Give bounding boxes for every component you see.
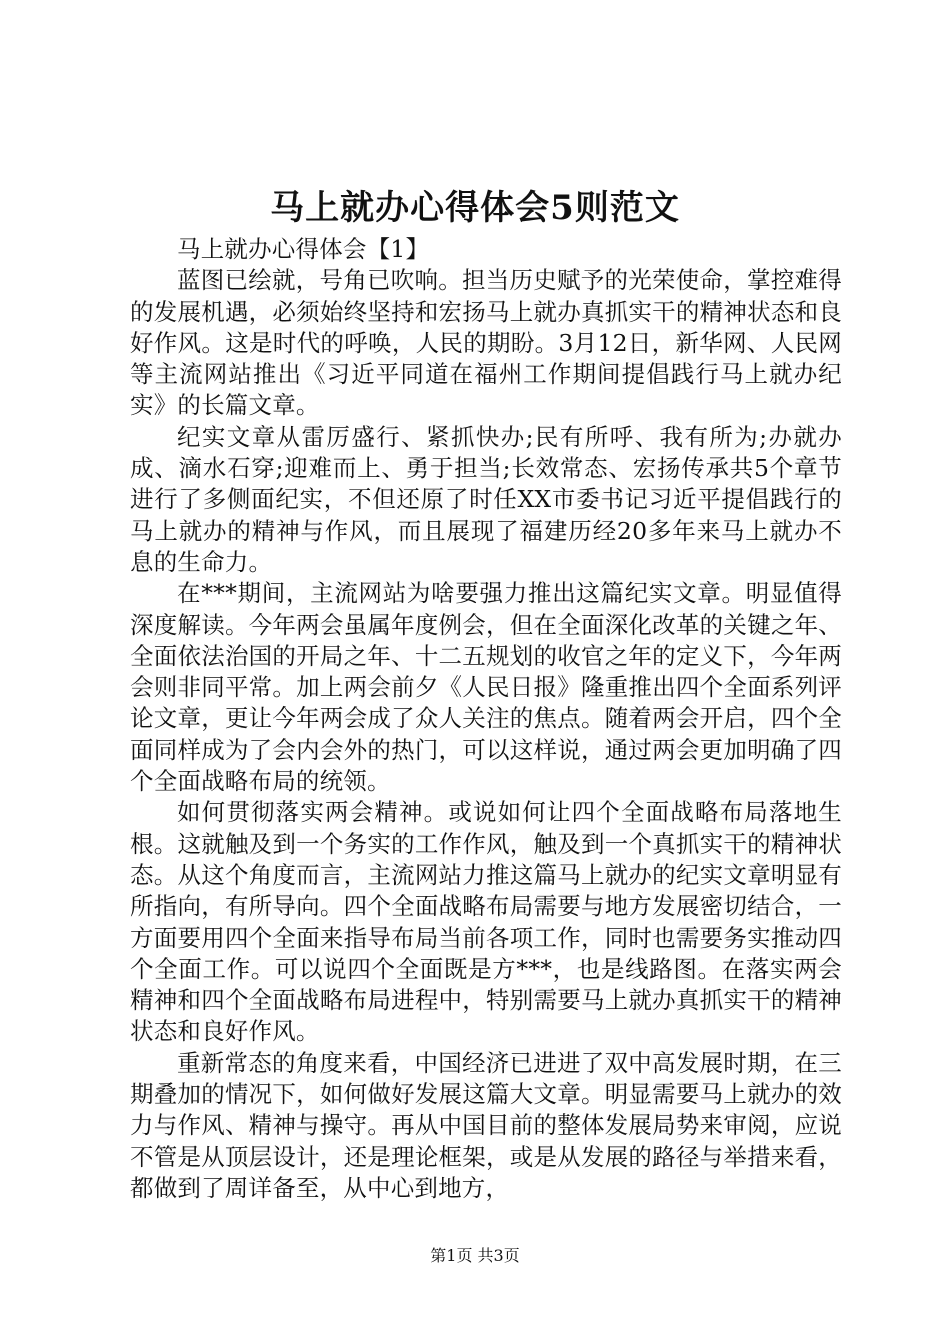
page-number-footer: 第1页 共3页 (430, 1246, 520, 1265)
document-title: 马上就办心得体会5则范文 (270, 188, 680, 228)
paragraph: 纪实文章从雷厉盛行、紧抓快办;民有所呼、我有所为;办就办成、滴水石穿;迎难而上、勇于担当;长效常态、宏扬传承共5个章节进行了多侧面纪实，不但还原了时任XX市委书记习近平提倡践行的马上就办的精神与作风，而且展现了福建历经20多年来马上就办不息的生命力。 (130, 422, 842, 576)
paragraph: 如何贯彻落实两会精神。或说如何让四个全面战略布局落地生根。这就触及到一个务实的工作作风，触及到一个真抓实干的精神状态。从这个角度而言，主流网站力推这篇马上就办的纪实文章明显有所指向，有所导向。四个全面战略布局需要与地方发展密切结合，一方面要用四个全面来指导布局当前各项工作，同时也需要务实推动四个全面工作。可以说四个全面既是方***，也是线路图。在落实两会精神和四个全面战略布局进程中，特别需要马上就办真抓实干的精神状态和良好作风。 (130, 798, 842, 1046)
section-heading: 马上就办心得体会【1】 (177, 235, 430, 263)
paragraph: 重新常态的角度来看，中国经济已进进了双中高发展时期，在三期叠加的情况下，如何做好发展这篇大文章。明显需要马上就办的效力与作风、精神与操守。再从中国目前的整体发展局势来审阅，应说不管是从顶层设计，还是理论框架，或是从发展的路径与举措来看，都做到了周详备至，从中心到地方， (130, 1048, 842, 1202)
paragraph: 在***期间，主流网站为啥要强力推出这篇纪实文章。明显值得深度解读。今年两会虽属年度例会，但在全面深化改革的关键之年、全面依法治国的开局之年、十二五规划的收官之年的定义下，今年两会则非同平常。加上两会前夕《人民日报》隆重推出四个全面系列评论文章，更让今年两会成了众人关注的焦点。随着两会开启，四个全面同样成为了会内会外的热门，可以这样说，通过两会更加明确了四个全面战略布局的统领。 (130, 579, 842, 796)
paragraph: 蓝图已绘就，号角已吹响。担当历史赋予的光荣使命，掌控难得的发展机遇，必须始终坚持和宏扬马上就办真抓实干的精神状态和良好作风。这是时代的呼唤，人民的期盼。3月12日，新华网、人民网等主流网站推出《习近平同道在福州工作期间提倡践行马上就办纪实》的长篇文章。 (130, 266, 842, 420)
document-body (130, 234, 842, 1204)
